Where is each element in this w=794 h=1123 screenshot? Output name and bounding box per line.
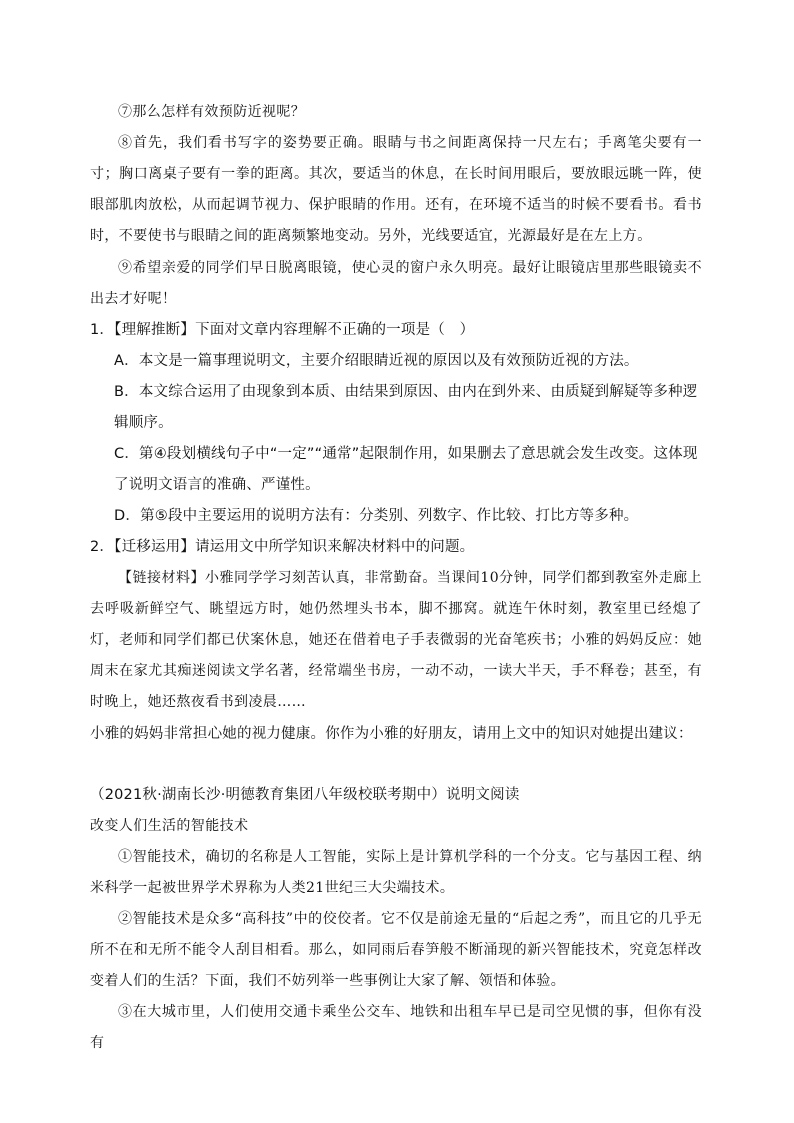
passage2-paragraph-2: ②智能技术是众多“高科技”中的佼佼者。它不仅是前途无量的“后起之秀”，而且它的几乎无所不在和无所不能令人刮目相看。那么，如同雨后春笋般不断涌现的新兴智能技术，究竟怎样改变着人们的生活？下面，我们不妨列举一些事例让大家了解、领悟和体验。 (90, 911, 702, 989)
question-2-prompt: 小雅的妈妈非常担心她的视力健康。你作为小雅的好朋友，请用上文中的知识对她提出建议： (90, 726, 693, 742)
passage2-title: 改变人们生活的智能技术 (90, 818, 249, 834)
question-1-option-c: C．第④段划横线句子中“一定”“通常”起限制作用，如果删去了意思就会发生改变。这体现了说明文语言的准确、严谨性。 (114, 446, 698, 493)
question-1-option-b: B．本文综合运用了由现象到本质、由结果到原因、由内在到外来、由质疑到解疑等多种逻辑顺序。 (114, 384, 698, 431)
question-2-stem: 2．【迁移运用】请运用文中所学知识来解决材料中的问题。 (90, 539, 475, 555)
question-2-linked-material: 【链接材料】小雅同学学习刻苦认真，非常勤奋。当课间10分钟，同学们都到教室外走廊上去呼吸新鲜空气、眺望远方时，她仍然埋头书本，脚不挪窝。就连午休时刻，教室里已经熄了灯，老师和同学们都已伏案休息，她还在借着电子手表微弱的光奋笔疾书；小雅的妈妈反应：她周末在家尤其痴迷阅读文学名著，经常端坐书房，一动不动，一读大半天，手不释卷；甚至，有时晚上，她还熬夜看书到凌晨…… (90, 570, 702, 710)
passage2-paragraph-1: ①智能技术，确切的名称是人工智能，实际上是计算机学科的一个分支。它与基因工程、纳米科学一起被世界学术界称为人类21世纪三大尖端技术。 (90, 849, 702, 896)
question-1-stem: 1．【理解推断】下面对文章内容理解不正确的一项是（ ） (90, 322, 475, 338)
question-1-option-a: A．本文是一篇事理说明文，主要介绍眼睛近视的原因以及有效预防近视的方法。 (114, 353, 639, 369)
passage1-paragraph-7: ⑦那么怎样有效预防近视呢？ (118, 104, 306, 120)
passage2-paragraph-3: ③在大城市里，人们使用交通卡乘坐公交车、地铁和出租车早已是司空见惯的事，但你有没有 (90, 1004, 702, 1051)
passage1-paragraph-8: ⑧首先，我们看书写字的姿势要正确。眼睛与书之间距离保持一尺左右；手离笔尖要有一寸；胸口离桌子要有一拳的距离。其次，要适当的休息，在长时间用眼后，要放眼远眺一阵，使眼部肌肉放松，从而起调节视力、保护眼睛的作用。还有，在环境不适当的时候不要看书。看书时，不要使书与眼睛之间的距离频繁地变动。另外，光线要适宜，光源最好是在左上方。 (90, 135, 702, 244)
passage2-source: （2021秋·湖南长沙·明德教育集团八年级校联考期中）说明文阅读 (90, 787, 520, 803)
passage1-paragraph-9: ⑨希望亲爱的同学们早日脱离眼镜，使心灵的窗户永久明亮。最好让眼镜店里那些眼镜卖不出去才好呢！ (90, 260, 702, 307)
question-1-option-d: D．第⑤段中主要运用的说明方法有：分类别、列数字、作比较、打比方等多种。 (114, 508, 639, 524)
